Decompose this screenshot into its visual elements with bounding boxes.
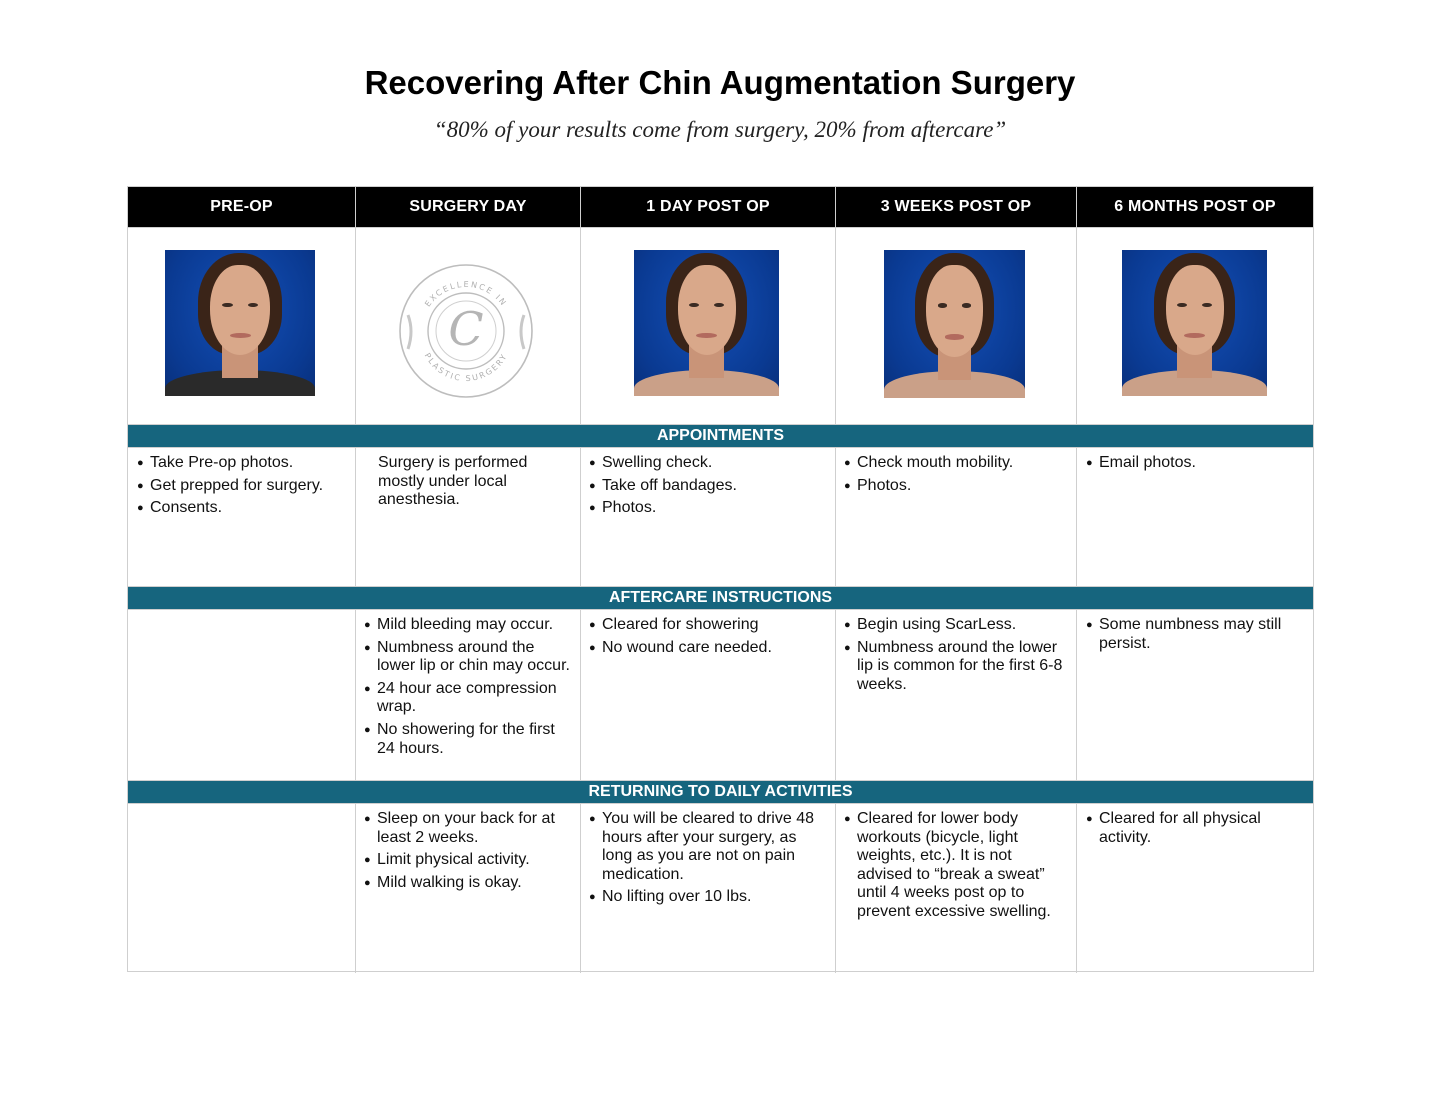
daily-6-months-cell [1086, 810, 1304, 851]
list-item: ● Cleared for showering [589, 616, 825, 635]
list-item: ● Mild walking is okay. [364, 874, 572, 893]
list-item: ● No lifting over 10 lbs. [589, 888, 829, 907]
patient-photo-1-day-post-op [634, 250, 779, 396]
list-item: ● Email photos. [1086, 454, 1304, 473]
aftercare-6-months-cell [1086, 616, 1304, 657]
excellence-in-plastic-surgery-seal-logo [398, 263, 534, 399]
patient-photo-pre-op [165, 250, 315, 396]
svg-text:PLASTIC SURGERY: PLASTIC SURGERY [422, 351, 510, 384]
list-item: ● Check mouth mobility. [844, 454, 1066, 473]
list-item: ● You will be cleared to drive 48 hours after your surgery, as long as you are not on pain medication. [589, 810, 829, 884]
list-item: ● Sleep on your back for at least 2 weeks. [364, 810, 572, 847]
aftercare-surgery-day-cell [364, 616, 572, 762]
patient-photo-6-months-post-op [1122, 250, 1267, 396]
aftercare-1-day-cell [589, 616, 825, 661]
section-band-appointments: APPOINTMENTS [128, 424, 1313, 448]
list-item: ● Some numbness may still persist. [1086, 616, 1304, 653]
list-item: ● Take Pre-op photos. [137, 454, 349, 473]
column-divider [355, 187, 356, 973]
list-item: ● Swelling check. [589, 454, 825, 473]
column-header-3-weeks-post-op: 3 WEEKS POST OP [836, 187, 1076, 227]
list-item: ● Numbness around the lower lip is common for the first 6-8 weeks. [844, 639, 1068, 695]
appointments-surgery-day-cell [378, 454, 558, 510]
page-subtitle: “80% of your results come from surgery, 20% from aftercare” [433, 117, 1007, 142]
list-item: ● Photos. [844, 477, 1066, 496]
page-title: Recovering After Chin Augmentation Surgery [364, 64, 1076, 101]
daily-3-weeks-cell [844, 810, 1064, 926]
list-item: ● Cleared for all physical activity. [1086, 810, 1304, 847]
section-band-daily-activities: RETURNING TO DAILY ACTIVITIES [128, 780, 1313, 804]
patient-photo-3-weeks-post-op [884, 250, 1025, 398]
daily-surgery-day-cell [364, 810, 572, 896]
list-item: ● 24 hour ace compression wrap. [364, 680, 572, 717]
list-item: ● Numbness around the lower lip or chin may occur. [364, 639, 572, 676]
column-header-pre-op: PRE-OP [128, 187, 355, 227]
daily-1-day-cell [589, 810, 829, 911]
list-item: ● Begin using ScarLess. [844, 616, 1068, 635]
surgery-day-note: Surgery is performed mostly under local anesthesia. [378, 454, 528, 509]
row-divider [128, 227, 1313, 228]
list-item: ● Get prepped for surgery. [137, 477, 349, 496]
appointments-3-weeks-cell [844, 454, 1066, 499]
svg-text:C: C [448, 302, 484, 356]
column-divider [835, 187, 836, 973]
svg-text:EXCELLENCE IN: EXCELLENCE IN [423, 279, 509, 309]
column-divider [580, 187, 581, 973]
appointments-1-day-cell [589, 454, 825, 522]
column-header-surgery-day: SURGERY DAY [356, 187, 580, 227]
list-item: ● Photos. [589, 499, 825, 518]
appointments-6-months-cell [1086, 454, 1304, 477]
section-band-aftercare: AFTERCARE INSTRUCTIONS [128, 586, 1313, 610]
list-item: ● No showering for the first 24 hours. [364, 721, 572, 758]
column-divider [1076, 187, 1077, 973]
list-item: ● No wound care needed. [589, 639, 825, 658]
list-item: ● Consents. [137, 499, 349, 518]
aftercare-3-weeks-cell [844, 616, 1068, 698]
list-item: ● Limit physical activity. [364, 851, 572, 870]
list-item: ● Cleared for lower body workouts (bicycle, light weights, etc.). It is not advised to “break a sweat” until 4 weeks post op to prevent excessive swelling. [844, 810, 1064, 922]
column-header-1-day-post-op: 1 DAY POST OP [581, 187, 835, 227]
appointments-pre-op-cell [137, 454, 349, 522]
column-header-6-months-post-op: 6 MONTHS POST OP [1077, 187, 1313, 227]
list-item: ● Mild bleeding may occur. [364, 616, 572, 635]
list-item: ● Take off bandages. [589, 477, 825, 496]
